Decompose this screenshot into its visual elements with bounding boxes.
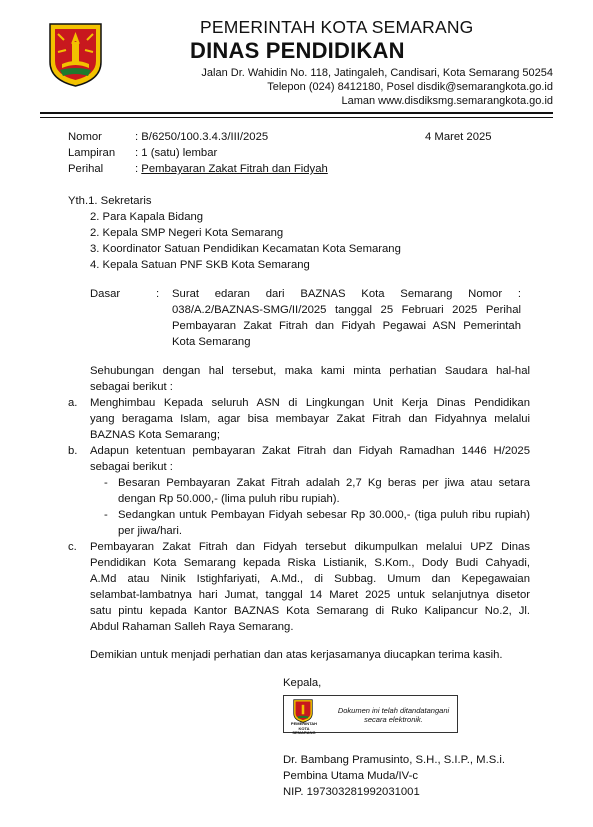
item-c-line: Abdul Rahaman Salleh Raya Semarang. (90, 621, 294, 633)
signatory-rank: Pembina Utama Muda/IV-c (283, 770, 418, 782)
dasar-line: Kota Semarang (172, 336, 251, 348)
item-a-line: yang beragama Islam, agar bisa membayar Zakat Fitrah dan Fidyahnya melalui (90, 413, 530, 425)
dasar-colon: : (156, 288, 160, 300)
perihal-value: Pembayaran Zakat Fitrah dan Fidyah (141, 163, 328, 175)
nomor-value: : B/6250/100.3.4.3/III/2025 (135, 131, 269, 143)
item-c-line: selambat-lambatnya hari Jumat, tanggal 14 Maret 2025 untuk selanjutnya disetor (90, 589, 530, 601)
item-a-marker: a. (68, 397, 78, 409)
agency-address: Jalan Dr. Wahidin No. 118, Jatingaleh, Candisari, Kota Semarang 50254 (201, 67, 553, 79)
item-b-bullet: - (104, 477, 108, 489)
recipient-item: 2. Para Kapala Bidang (90, 211, 204, 223)
item-b-line: sebagai berikut : (90, 461, 173, 473)
letter-date: 4 Maret 2025 (425, 131, 492, 143)
stamp-logo-icon (292, 699, 314, 723)
intro-line: Sehubungan dengan hal tersebut, maka kami minta perhatian Saudara hal-hal (90, 365, 530, 377)
item-c-line: Pembayaran Zakat Fitrah dan Fidyah tersebut dikumpulkan melalui UPZ Dinas (90, 541, 530, 553)
city-coat-of-arms-logo (48, 22, 103, 88)
recipient-item: 2. Kepala SMP Negeri Kota Semarang (90, 227, 284, 239)
government-name: PEMERINTAH KOTA SEMARANG (200, 17, 474, 37)
signatory-nip: NIP. 197303281992031001 (283, 786, 420, 798)
stamp-text (336, 706, 451, 724)
stamp-text-line: Dokumen ini telah ditandatangani (337, 706, 450, 715)
item-b-marker: b. (68, 445, 78, 457)
item-c-line: A.Md atau Ninik Istighfariyati, A.Md., di Subbag. Umum dan Kepegawaian (90, 573, 530, 585)
letterhead-rule-thick (40, 112, 553, 114)
stamp-logo-caption (287, 722, 321, 736)
stamp-logo-caption-line: KOTA SEMARANG (292, 725, 316, 735)
dasar-line: 038/A.2/BAZNAS-SMG/II/2025 tanggal 25 Februari 2025 Perihal (172, 304, 521, 316)
intro-line: sebagai berikut : (90, 381, 173, 393)
agency-website: Laman www.disdiksmg.semarangkota.go.id (341, 95, 553, 107)
lampiran-value: : 1 (satu) lembar (135, 147, 218, 159)
recipient-first: Yth.1. Sekretaris (68, 195, 152, 207)
item-b-bullet: - (104, 509, 108, 521)
agency-name: DINAS PENDIDIKAN (190, 38, 405, 63)
item-b-sub2-line: per jiwa/hari. (118, 525, 183, 537)
agency-contact: Telepon (024) 8412180, Posel disdik@semarangkota.go.id (267, 81, 553, 93)
lampiran-label: Lampiran (68, 147, 116, 159)
signatory-title: Kepala, (283, 677, 322, 689)
item-b-sub2-line: Sedangkan untuk Pembayan Fidyah sebesar Rp 30.000,- (tiga puluh ribu rupiah) (118, 509, 530, 521)
signatory-name: Dr. Bambang Pramusinto, S.H., S.I.P., M.S.i. (283, 754, 506, 766)
dasar-line: Surat edaran dari BAZNAS Kota Semarang Nomor : (172, 288, 521, 300)
stamp-text-line: secara elektronik. (364, 715, 423, 724)
item-c-line: Pendidikan Kota Semarang kepada Riska Listianik, S.Kom., Dody Budi Cahyadi, (90, 557, 530, 569)
item-c-line: satu pintu kepada Kantor BAZNAS Kota Semarang di Ruko Kalipancur No.2, Jl. (90, 605, 530, 617)
item-a-line: BAZNAS Kota Semarang; (90, 429, 220, 441)
item-a-line: Menghimbau Kepada seluruh ASN di Lingkungan Unit Kerja Dinas Pendidikan (90, 397, 530, 409)
stamp-logo-caption-line: PEMERINTAH (290, 721, 318, 726)
item-b-sub1-line: Besaran Pembayaran Zakat Fitrah adalah 2,7 Kg beras per jiwa atau setara (118, 477, 530, 489)
perihal-label: Perihal (68, 163, 104, 175)
perihal-row (135, 161, 328, 177)
item-b-line: Adapun ketentuan pembayaran Zakat Fitrah dan Fidyah Ramadhan 1446 H/2025 (90, 445, 530, 457)
dasar-line: Pembayaran Zakat Fitrah dan Fidyah Pegawai ASN Pemerintah (172, 320, 521, 332)
electronic-signature-stamp (283, 695, 458, 733)
perihal-colon: : (135, 163, 142, 175)
closing-sentence: Demikian untuk menjadi perhatian dan atas kerjasamanya diucapkan terima kasih. (90, 649, 503, 661)
nomor-label: Nomor (68, 131, 102, 143)
item-c-marker: c. (68, 541, 77, 553)
item-b-sub1-line: dengan Rp 50.000,- (lima puluh ribu rupiah). (118, 493, 340, 505)
dasar-label: Dasar (90, 288, 121, 300)
letterhead-rule-thin (40, 117, 553, 118)
recipient-item: 4. Kepala Satuan PNF SKB Kota Semarang (90, 259, 310, 271)
recipient-item: 3. Koordinator Satuan Pendidikan Kecamatan Kota Semarang (90, 243, 401, 255)
